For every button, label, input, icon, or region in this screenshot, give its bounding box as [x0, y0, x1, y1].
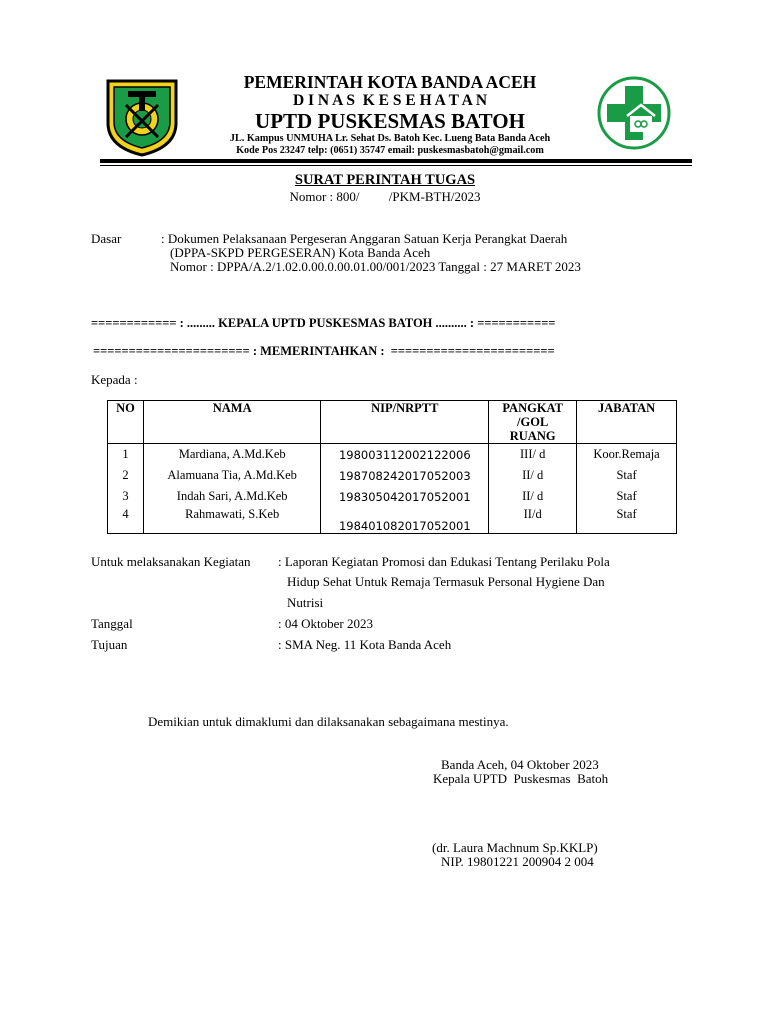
- staff-table: [107, 400, 677, 534]
- table-header-row: [108, 401, 677, 444]
- table-row: [108, 486, 677, 507]
- document-title: SURAT PERINTAH TUGAS: [294, 172, 476, 188]
- dasar-line-1: : Dokumen Pelaksanaan Pergeseran Anggaran Satuan Kerja Perangkat Daerah: [161, 231, 568, 246]
- cell-no: 3: [108, 486, 144, 507]
- letterhead-address: JL. Kampus UNMUHA Lr. Sehat Ds. Batoh Kec. Lueng Bata Banda Aceh: [229, 133, 551, 144]
- signature-place-date: Banda Aceh, 04 Oktober 2023: [441, 757, 599, 772]
- signature-nip: NIP. 19801221 200904 2 004: [441, 854, 594, 869]
- dasar-line-2: (DPPA-SKPD PERGESERAN) Kota Banda Aceh: [170, 245, 431, 260]
- memerintahkan-line: ====================== : MEMERINTAHKAN : =======================: [93, 344, 555, 358]
- kegiatan-line-1: : Laporan Kegiatan Promosi dan Edukasi Tentang Perilaku Pola: [278, 554, 610, 569]
- cell-pangkat: III/ d: [489, 444, 577, 466]
- signature-name: (dr. Laura Machnum Sp.KKLP): [432, 840, 598, 855]
- cell-jabatan: Staf: [577, 507, 677, 534]
- table-row: [108, 444, 677, 466]
- kegiatan-label: Untuk melaksanakan Kegiatan: [91, 554, 251, 569]
- dasar-label: Dasar: [91, 231, 122, 246]
- header-jabatan: JABATAN: [577, 401, 677, 444]
- header-rule-thick: [100, 159, 692, 163]
- city-emblem-logo: [104, 77, 180, 157]
- table-row: [108, 465, 677, 486]
- cell-no: 4: [108, 507, 144, 534]
- cell-jabatan: Koor.Remaja: [577, 444, 677, 466]
- closing-statement: Demikian untuk dimaklumi dan dilaksanakan sebagaimana mestinya.: [148, 714, 509, 729]
- table-row: [108, 507, 677, 534]
- kegiatan-line-3: Nutrisi: [287, 595, 324, 610]
- cell-no: 1: [108, 444, 144, 466]
- cell-nip: 198003112002122006: [321, 444, 489, 466]
- cell-nama: Mardiana, A.Md.Keb: [143, 444, 320, 466]
- tujuan-label: Tujuan: [91, 637, 128, 652]
- cell-nama: Rahmawati, S.Keb: [143, 507, 320, 534]
- letterhead-institution: UPTD PUSKESMAS BATOH: [255, 109, 525, 133]
- cell-pangkat: II/ d: [489, 486, 577, 507]
- cell-nama: Alamuana Tia, A.Md.Keb: [143, 465, 320, 486]
- letterhead-contact: Kode Pos 23247 telp: (0651) 35747 email: puskesmasbatoh@gmail.com: [236, 145, 544, 156]
- tujuan-value: : SMA Neg. 11 Kota Banda Aceh: [278, 637, 452, 652]
- cell-jabatan: Staf: [577, 486, 677, 507]
- dasar-line-3: Nomor : DPPA/A.2/1.02.0.00.0.00.01.00/001/2023 Tanggal : 27 MARET 2023: [170, 259, 581, 274]
- cell-nama: Indah Sari, A.Md.Keb: [143, 486, 320, 507]
- cell-pangkat: II/ d: [489, 465, 577, 486]
- cell-pangkat: II/d: [489, 507, 577, 534]
- kegiatan-line-2: Hidup Sehat Untuk Remaja Termasuk Personal Hygiene Dan: [287, 574, 605, 589]
- cell-nip: 198305042017052001: [321, 486, 489, 507]
- header-no: NO: [108, 401, 144, 444]
- puskesmas-logo: [597, 76, 671, 150]
- kepala-line: ============ : ......... KEPALA UPTD PUSKESMAS BATOH .......... : ===========: [91, 316, 556, 330]
- header-nama: NAMA: [143, 401, 320, 444]
- header-pangkat: PANGKAT /GOL RUANG: [489, 401, 577, 444]
- cell-jabatan: Staf: [577, 465, 677, 486]
- kepada-label: Kepada :: [91, 372, 138, 387]
- header-rule-thin: [100, 165, 692, 166]
- tanggal-value: : 04 Oktober 2023: [278, 616, 373, 631]
- header-nip: NIP/NRPTT: [321, 401, 489, 444]
- signature-position: Kepala UPTD Puskesmas Batoh: [433, 771, 609, 786]
- cell-nip: 198708242017052003: [321, 465, 489, 486]
- cell-nip: 198401082017052001: [321, 507, 489, 534]
- cell-no: 2: [108, 465, 144, 486]
- tanggal-label: Tanggal: [91, 616, 133, 631]
- letterhead-government: PEMERINTAH KOTA BANDA ACEH: [243, 72, 537, 92]
- letterhead-department: D I N A S K E S E H A T A N: [292, 92, 488, 109]
- document-number: Nomor : 800/ /PKM-BTH/2023: [289, 189, 481, 204]
